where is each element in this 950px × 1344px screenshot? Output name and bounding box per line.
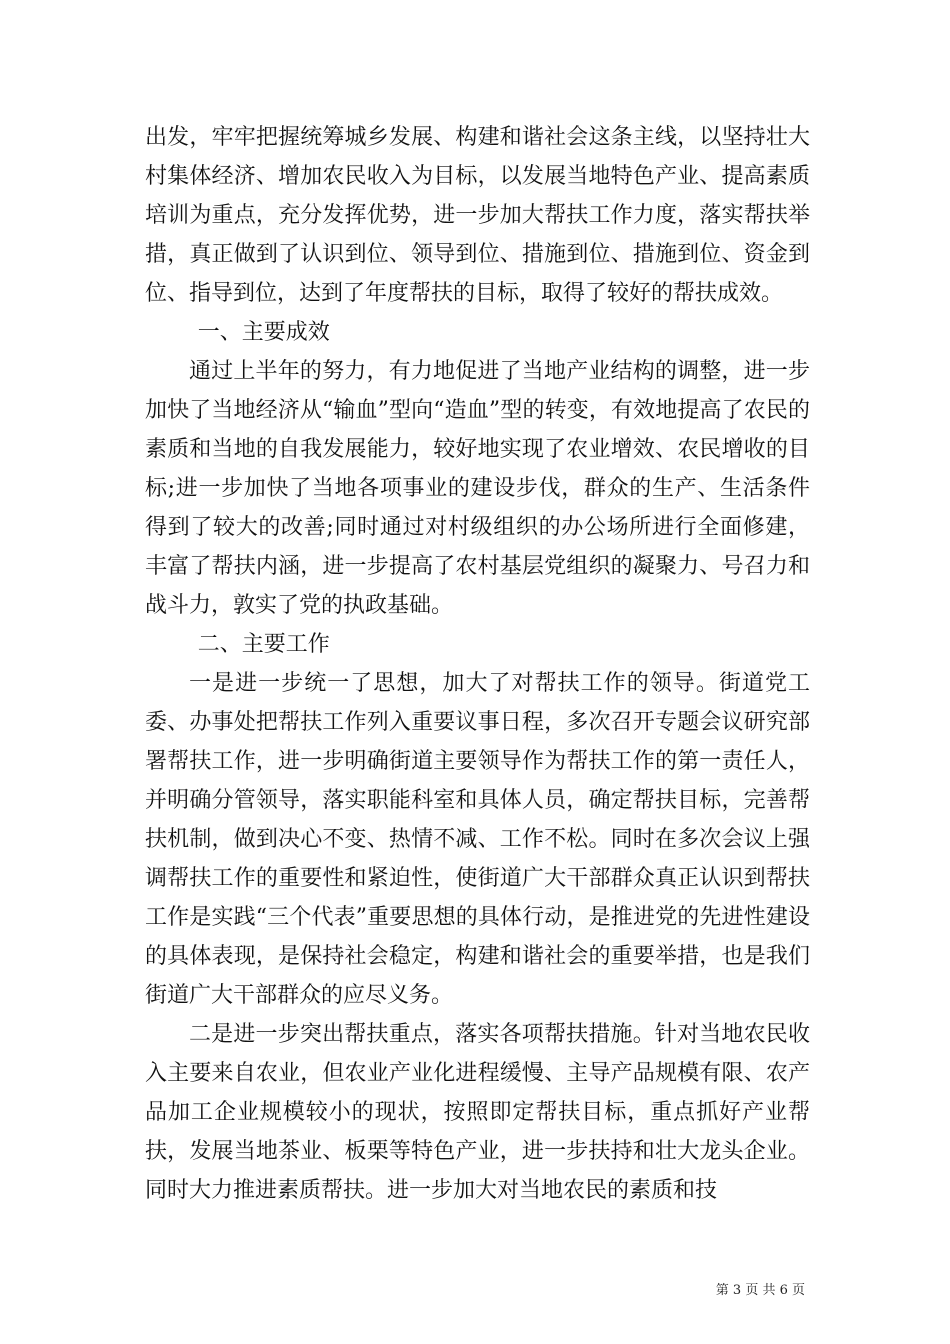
paragraph-work-one: 一是进一步统一了思想，加大了对帮扶工作的领导。街道党工委、办事处把帮扶工作列入重要议事日程，多次召开专题会议研究部署帮扶工作，进一步明确街道主要领导作为帮扶工作的第一责任人，并明确分管领导，落实职能科室和具体人员，确定帮扶目标，完善帮扶机制，做到决心不变、热情不减、工作不松。同时在多次会议上强调帮扶工作的重要性和紧迫性，使街道广大干部群众真正认识到帮扶工作是实践“三个代表”重要思想的具体行动，是推进党的先进性建设的具体表现，是保持社会稳定，构建和谐社会的重要举措，也是我们街道广大干部群众的应尽义务。: [145, 671, 810, 1008]
page-number-footer: 第 3 页 共 6 页: [715, 1283, 805, 1298]
section-heading-work: 二、主要工作: [197, 632, 330, 657]
paragraph-work-two: 二是进一步突出帮扶重点，落实各项帮扶措施。针对当地农民收入主要来自农业，但农业产业化进程缓慢、主导产品规模有限、农产品加工企业规模较小的现状，按照即定帮扶目标，重点抓好产业帮扶，发展当地茶业、板栗等特色产业，进一步扶持和壮大龙头企业。同时大力推进素质帮扶。进一步加大对当地农民的素质和技: [145, 1022, 810, 1203]
paragraph-continuation: 出发，牢牢把握统筹城乡发展、构建和谐社会这条主线，以坚持壮大村集体经济、增加农民收入为目标，以发展当地特色产业、提高素质培训为重点，充分发挥优势，进一步加大帮扶工作力度，落实帮扶举措，真正做到了认识到位、领导到位、措施到位、措施到位、资金到位、指导到位，达到了年度帮扶的目标，取得了较好的帮扶成效。: [145, 125, 810, 306]
section-heading-results: 一、主要成效: [197, 320, 330, 345]
document-body: [145, 118, 810, 1210]
paragraph-results: 通过上半年的努力，有力地促进了当地产业结构的调整，进一步加快了当地经济从“输血”型向“造血”型的转变，有效地提高了农民的素质和当地的自我发展能力，较好地实现了农业增效、农民增收的目标;进一步加快了当地各项事业的建设步伐，群众的生产、生活条件得到了较大的改善;同时通过对村级组织的办公场所进行全面修建，丰富了帮扶内涵，进一步提高了农村基层党组织的凝聚力、号召力和战斗力，敦实了党的执政基础。: [145, 359, 810, 618]
